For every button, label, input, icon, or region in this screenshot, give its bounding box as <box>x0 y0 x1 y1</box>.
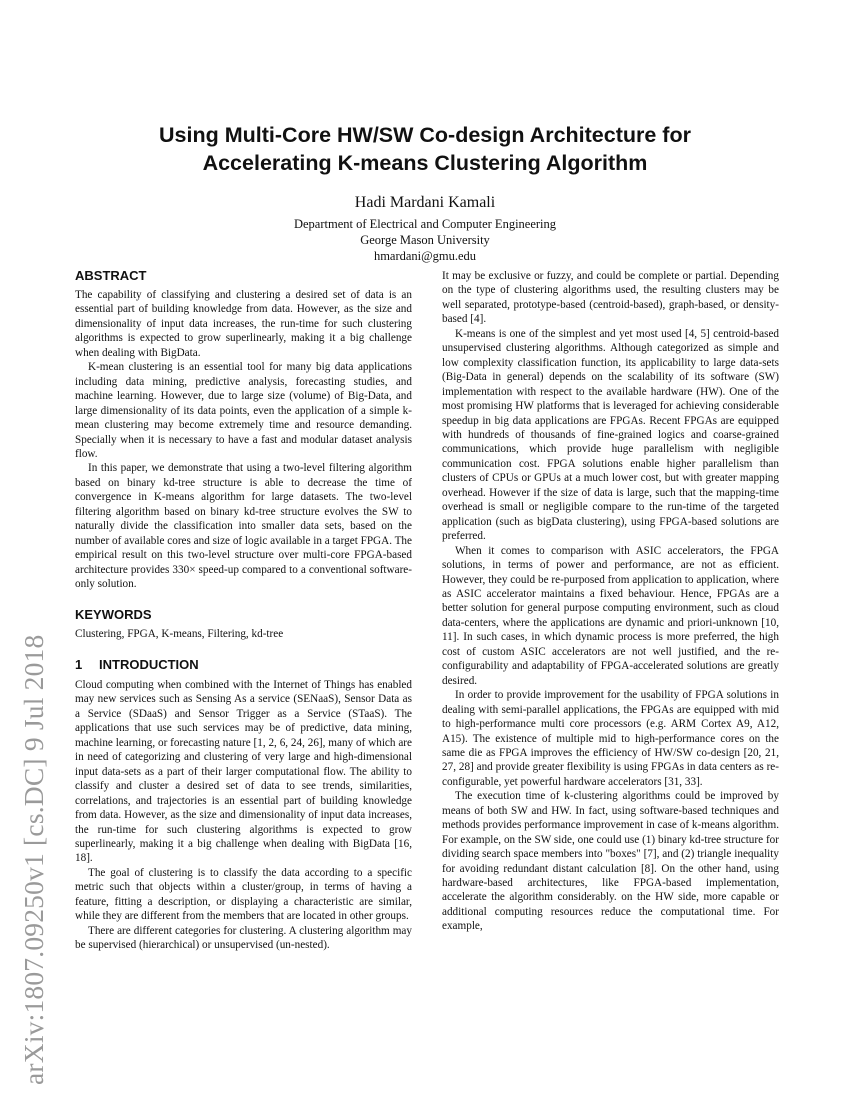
arxiv-identifier: arXiv:1807.09250v1 [cs.DC] 9 Jul 2018 <box>18 634 49 1085</box>
abstract-heading: ABSTRACT <box>75 268 147 283</box>
author-name: Hadi Mardani Kamali <box>354 194 496 211</box>
intro-paragraph: The execution time of k-clustering algorithms could be improved by means of both SW and HW. In fact, using software-based techniques and methods provides performance improvement in case of k-means algorithm. For example, on the SW side, one could use (1) binary kd-tree structure for dividing search space members into "boxes" [7], and (2) triangle inequality for avoiding redundant distant calculation [8]. On the other hand, using hardware-based architectures, like FPGA-based implementation, accelerate the algorithm considerably. on the HW side, more capable or additional computing resources reduce the computational time. For example, <box>442 790 779 933</box>
keywords-heading: KEYWORDS <box>75 606 152 622</box>
intro-paragraph: In order to provide improvement for the usability of FPGA solutions in dealing with semi-parallel applications, the FPGAs are equipped with mid to high-performance multi core processors (e.g. ARM Cortex A9, A12, A15). The existence of multiple mid to high-performance cores on the same die as FPGA improves the efficiency of HW/SW co-design [20, 21, 27, 28] and provide greater flexibility is using FPGAs in data centers as re-configurable, yet powerful hardware accelerators [31, 33]. <box>442 689 779 788</box>
intro-paragraph: Cloud computing when combined with the Internet of Things has enabled may new services such as Sensing As a service (SENaaS), Sensor Data as a Service (SDaaS) and Sensor Trigger as a Service (STaaS). The applications that use such services may be of predictive, data mining, machine learning, or forecasting nature [1, 2, 6, 24, 26], many of which are in need of categorizing and clustering of very large and high-dimensional input data-sets as a part of their larger computational flow. The ability to classify and cluster a desired set of data to see trends, similarities, correlations, and trajectories is an essential part of building knowledge from data. However, as the size and dimensionality of input data increases, the run-time for such clustering algorithms is expected to grow superlinearly, making it a big challenge when dealing with BigData [16, 18]. <box>75 678 412 865</box>
intro-paragraph: K-means is one of the simplest and yet most used [4, 5] centroid-based unsupervised clustering algorithms. Although categorized as simple and low complexity classification function, its applicability to large data-sets (Big-Data in general) depends on the scalability of its software (SW) implementation with respect to the available hardware (HW). One of the most promising HW platforms that is leveraged for achieving considerable speedup in big data applications are FPGAs. Recent FPGAs are equipped with hundreds of thousands of fine-grained logics and coarse-grained communications, which provide huge parallelism with negligible communication cost. FPGA solutions enable higher parallelism than clusters of CPUs or GPUs at a much lower cost, but with greater mapping overhead. However if the size of data is large, such that the mapping-time overhead is small or negligible compare to the run-time of the targeted application (such as bigData clustering), using FPGA-based solutions are preferred. <box>442 327 779 543</box>
abstract-paragraph: K-mean clustering is an essential tool for many big data applications including data mining, predictive analysis, forecasting studies, and machine learning. However, due to large size (volume) of Big-Data, and large dimensionality of its data points, even the application of a simple k-mean clustering may become extremely time and resource demanding. Specially when it is necessary to have a fast and modular dataset analysis flow. <box>75 361 412 460</box>
intro-paragraph: There are different categories for clustering. A clustering algorithm may be supervised (hierarchical) or unsupervised (un-nested). <box>75 924 412 952</box>
title-line-2: Accelerating K-means Clustering Algorithm <box>202 151 648 175</box>
left-column <box>75 268 412 953</box>
author-block <box>200 193 650 264</box>
title-line-1: Using Multi-Core HW/SW Co-design Architecture for <box>159 123 691 147</box>
right-column <box>442 269 779 934</box>
keywords-text: Clustering, FPGA, K-means, Filtering, kd-tree <box>75 627 284 640</box>
introduction-heading <box>75 657 412 673</box>
paper-title <box>100 121 750 177</box>
abstract-paragraph: The capability of classifying and clustering a desired set of data is an essential part of building knowledge from data. However, as the size and dimensionality of input data increases, the run-time for such clustering algorithms is expected to grow superlinearly, making it a big challenge when dealing with BigData. <box>75 289 412 359</box>
abstract-paragraph: In this paper, we demonstrate that using a two-level filtering algorithm based on binary kd-tree structure is able to decrease the time of convergence in K-means algorithm for large datasets. The two-level filtering algorithm based on binary kd-tree structure evolves the SW to naturally divide the classification into smaller data sets, based on the number of available cores and size of logic available in a target FPGA. The empirical result on this two-level structure over multi-core FPGA-based architecture provides 330× speed-up compared to a conventional software-only solution. <box>75 462 412 591</box>
intro-paragraph: The goal of clustering is to classify the data according to a specific metric such that objects within a cluster/group, in terms of having a feature, fitting a description, or displaying a characteristic are similar, while they are different from the members that are located in other groups. <box>75 866 412 923</box>
author-email: hmardani@gmu.edu <box>373 249 477 263</box>
affiliation-university: George Mason University <box>360 233 490 247</box>
section-title: INTRODUCTION <box>99 656 199 672</box>
affiliation-department: Department of Electrical and Computer Engineering <box>293 217 557 231</box>
intro-paragraph: When it comes to comparison with ASIC accelerators, the FPGA solutions, in terms of power and performance, are not as efficient. However, they could be re-purposed from application to application, where as ASIC accelerator maintains a fixed behaviour. Hence, FPGAs are a better solution for general purpose computing environment, such as cloud data-centers, where the applications are dynamic and priori-unknown [10, 11]. In such cases, in which dynamic process is more preferred, the high cost of custom ASIC accelerators are not well justified, and the re-configurability and adaptability of FPGA-accelerated solutions are greatly desired. <box>442 544 779 687</box>
intro-paragraph-continued: It may be exclusive or fuzzy, and could be complete or partial. Depending on the type of clustering algorithms used, the resulting clusters may be well separated, prototype-based (centroid-based), graph-based, or density-based [4]. <box>442 270 779 326</box>
section-number: 1 <box>75 656 83 672</box>
